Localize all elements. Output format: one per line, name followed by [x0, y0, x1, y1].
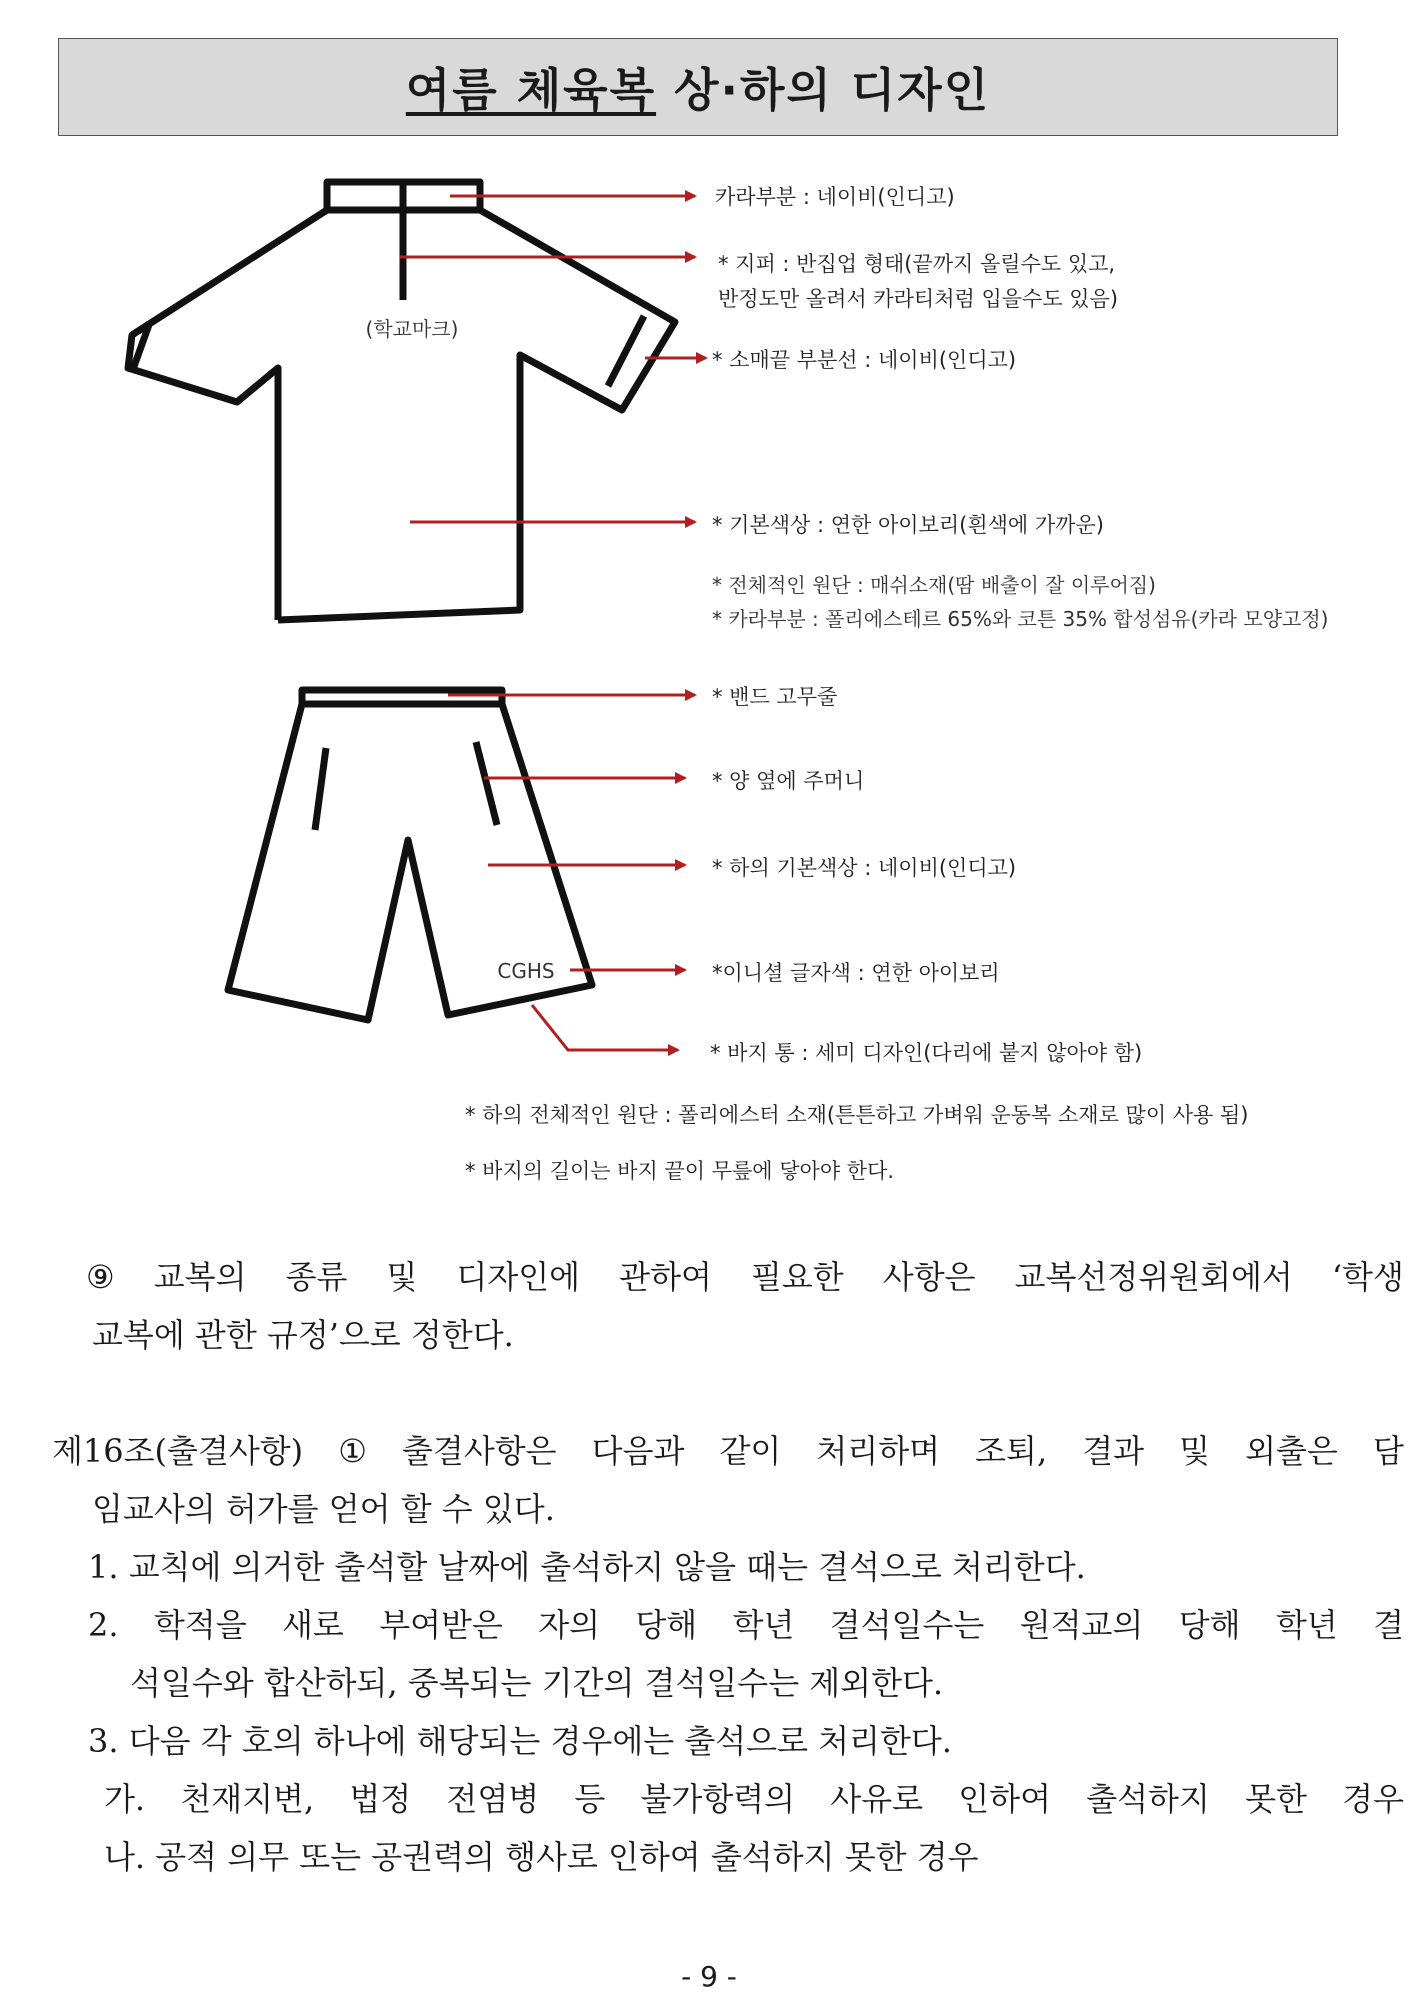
text-line: 3. 다음 각 호의 하나에 해당되는 경우에는 출석으로 처리한다.: [88, 1722, 952, 1760]
label-pockets: * 양 옆에 주머니: [712, 769, 865, 793]
school-mark-label: (학교마크): [365, 317, 459, 341]
label-band: * 밴드 고무줄: [712, 685, 838, 709]
text-line: 나. 공적 의무 또는 공권력의 행사로 인하여 출석하지 못한 경우: [104, 1838, 979, 1876]
label-collar: 카라부분 : 네이비(인디고): [715, 185, 955, 209]
label-pants-color: * 하의 기본색상 : 네이비(인디고): [712, 856, 1017, 880]
label-sleeve: * 소매끝 부분선 : 네이비(인디고): [712, 348, 1017, 372]
shirt-drawing: [128, 182, 675, 620]
text-line: 석일수와 합산하되, 중복되는 기간의 결석일수는 제외한다.: [130, 1664, 944, 1702]
title-rest: 상·하의 디자인: [656, 63, 991, 117]
label-pants-length: * 바지의 길이는 바지 끝이 무릎에 닿아야 한다.: [465, 1159, 895, 1183]
text-line: 2. 학적을 새로 부여받은 자의 당해 학년 결석일수는 원적교의 당해 학년 결: [88, 1606, 1404, 1644]
label-pants-fabric: * 하의 전체적인 원단 : 폴리에스터 소재(튼튼하고 가벼워 운동복 소재로 많이 사용 됨): [465, 1103, 1249, 1127]
label-initial-color: *이니셜 글자색 : 연한 아이보리: [712, 961, 1000, 985]
text-line: ⑨ 교복의 종류 및 디자인에 관하여 필요한 사항은 교복선정위원회에서 ‘학생: [86, 1258, 1404, 1296]
initials-label: CGHS: [497, 959, 555, 983]
label-fabric-top: * 전체적인 원단 : 매쉬소재(땀 배출이 잘 이루어짐): [712, 573, 1156, 597]
page-title: [406, 54, 990, 120]
label-zipper-2: 반정도만 올려서 카라티처럼 입을수도 있음): [718, 287, 1119, 311]
label-pants-fit: * 바지 통 : 세미 디자인(다리에 붙지 않아야 함): [710, 1041, 1143, 1065]
title-box: [58, 38, 1338, 136]
page-number: - 9 -: [681, 1960, 737, 1993]
label-zipper-1: * 지퍼 : 반집업 형태(끝까지 올릴수도 있고,: [718, 252, 1116, 276]
label-base-color: * 기본색상 : 연한 아이보리(흰색에 가까운): [712, 513, 1104, 537]
title-underlined: 여름 체육복: [405, 63, 657, 117]
label-collar-fabric: * 카라부분 : 폴리에스테르 65%와 코튼 35% 합성섬유(카라 모양고정): [712, 607, 1329, 631]
text-line: 가. 천재지변, 법정 전염병 등 불가항력의 사유로 인하여 출석하지 못한 경우: [104, 1780, 1404, 1818]
text-line: 제16조(출결사항) ① 출결사항은 다음과 같이 처리하며 조퇴, 결과 및 외출은 담: [52, 1432, 1404, 1470]
text-line: 임교사의 허가를 얻어 할 수 있다.: [92, 1490, 555, 1528]
text-line: 1. 교칙에 의거한 출석할 날짜에 출석하지 않을 때는 결석으로 처리한다.: [88, 1548, 1086, 1586]
text-line: 교복에 관한 규정’으로 정한다.: [92, 1316, 514, 1354]
uniform-diagram: [0, 150, 1418, 1210]
